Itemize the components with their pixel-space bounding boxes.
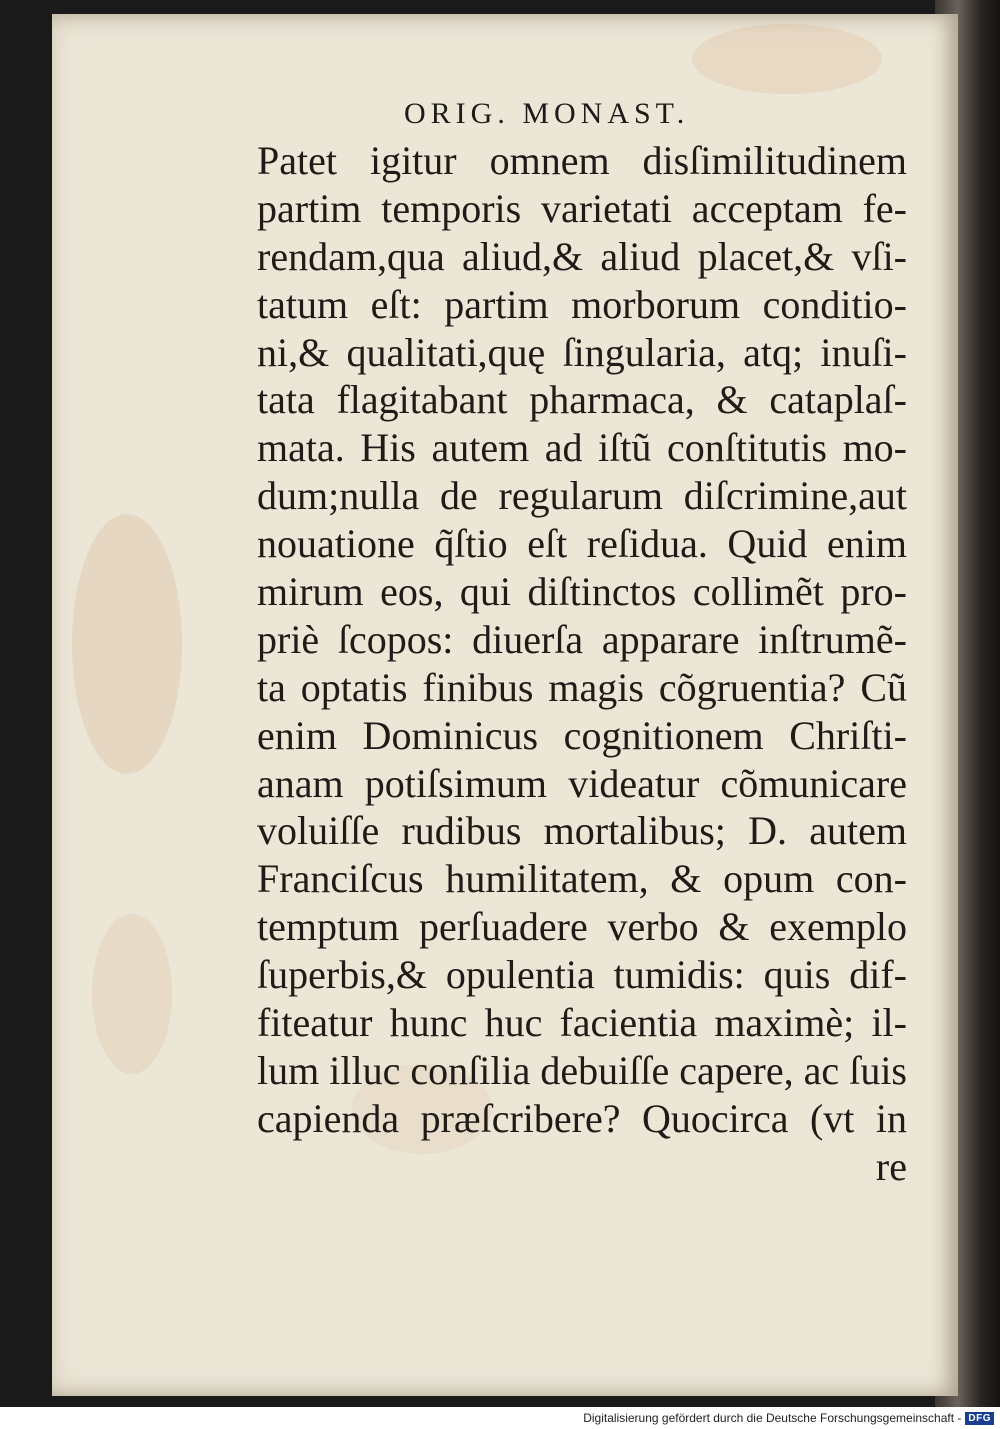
text-line: ni,& qualitati,quę ſingularia, atq; inuſi-: [257, 329, 907, 375]
text-line: tata flagitabant pharmaca, & cataplaſ-: [257, 377, 907, 423]
text-line: ſuperbis,& opulentia tumidis: quis dif-: [257, 952, 907, 998]
text-line: voluiſſe rudibus mortalibus; D. autem: [257, 808, 907, 854]
text-line: partim temporis varietati acceptam fe-: [257, 185, 907, 231]
text-line: Patet igitur omnem disſimilitudinem: [257, 138, 907, 183]
text-line: enim Dominicus cognitionem Chriſti-: [257, 712, 907, 758]
text-line: lum illuc conſilia debuiſſe capere, ac ſuis: [257, 1047, 907, 1093]
text-line: mirum eos, qui diſtinctos collimẽt pro-: [257, 569, 907, 615]
running-title: ORIG. MONAST.: [404, 97, 690, 130]
text-line: priè ſcopos: diuerſa apparare inſtrumẽ-: [257, 616, 907, 662]
catchword: re: [875, 1143, 907, 1189]
foxing-stain: [72, 514, 182, 774]
text-line: fiteatur hunc huc facientia maximè; il-: [257, 1000, 907, 1046]
body-text: [257, 137, 907, 1191]
text-line: rendam,qua aliud,& aliud placet,& vſi-: [257, 233, 907, 279]
foxing-stain: [692, 24, 882, 94]
text-line: Franciſcus humilitatem, & opum con-: [257, 856, 907, 902]
text-line: mata. His autem ad iſtũ conſtitutis mo-: [257, 425, 907, 471]
text-line: anam potiſsimum videatur cõmunicare: [257, 760, 907, 806]
credit-text: Digitalisierung gefördert durch die Deutsche Forschungsgemeinschaft -: [583, 1411, 962, 1425]
foxing-stain: [92, 914, 172, 1074]
text-line: capienda præſcribere? Quocirca (vt in: [257, 1095, 907, 1141]
text-line: ta optatis finibus magis cõgruentia? Cũ: [257, 664, 907, 710]
text-line: tatum eſt: partim morborum conditio-: [257, 281, 907, 327]
digitization-credit: [583, 1411, 994, 1425]
text-line: nouatione q̃ſtio eſt reſidua. Quid enim: [257, 521, 907, 567]
text-line: dum;nulla de regularum diſcrimine,aut: [257, 473, 907, 519]
dfg-logo: DFG: [965, 1412, 994, 1425]
text-line: temptum perſuadere verbo & exemplo: [257, 904, 907, 950]
